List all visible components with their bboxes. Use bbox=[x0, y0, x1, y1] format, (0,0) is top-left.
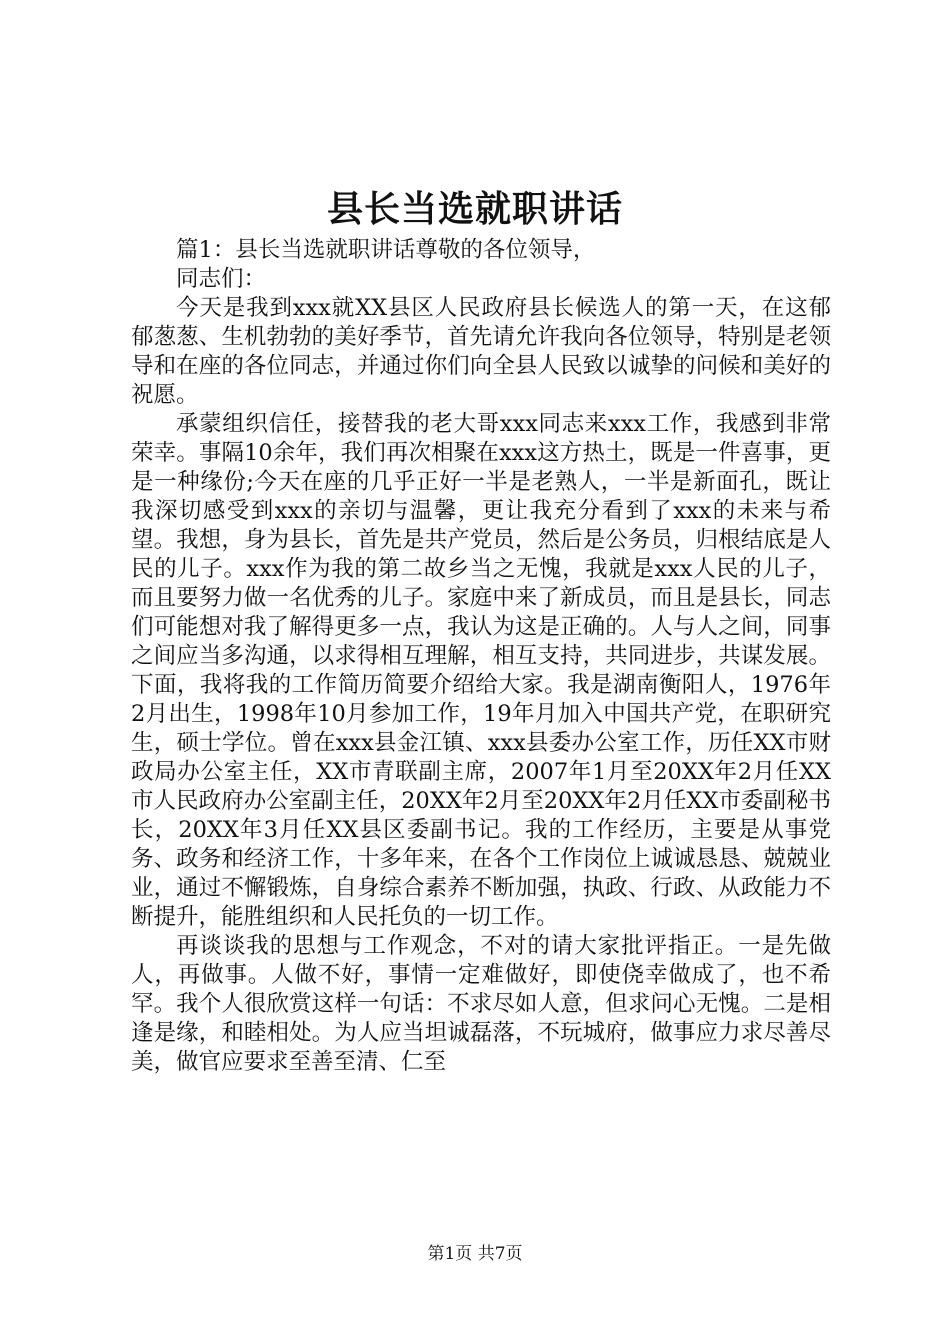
paragraph-5: 再谈谈我的思想与工作观念，不对的请大家批评指正。一是先做人，再做事。人做不好，事情一定难做好，即使侥幸做成了，也不希罕。我个人很欣赏这样一句话：不求尽如人意，但求问心无愧。二是相逢是缘，和睦相处。为人应当坦诚磊落，不玩城府，做事应力求尽善尽美，做官应要求至善至清、仁至 bbox=[131, 933, 831, 1075]
paragraph-1: 篇1：县长当选就职讲话尊敬的各位领导， bbox=[176, 237, 596, 263]
document-title: 县长当选就职讲话 bbox=[326, 188, 623, 230]
paragraph-4: 承蒙组织信任，接替我的老大哥xxx同志来xxx工作，我感到非常荣幸。事隔10余年，我们再次相聚在xxx这方热土，既是一件喜事，更是一种缘份;今天在座的几乎正好一半是老熟人，一半是新面孔，既让我深切感受到xxx的亲切与温馨，更让我充分看到了xxx的未来与希望。我想，身为县长，首先是共产党员，然后是公务员，归根结底是人民的儿子。xxx作为我的第二故乡当之无愧，我就是xxx人民的儿子，而且要努力做一名优秀的儿子。家庭中来了新成员，而且是县长，同志们可能想对我了解得更多一点，我认为这是正确的。人与人之间，同事之间应当多沟通，以求得相互理解，相互支持，共同进步，共谋发展。下面，我将我的工作简历简要介绍给大家。我是湖南衡阳人，1976年2月出生，1998年10月参加工作，19年月加入中国共产党，在职研究生，硕士学位。曾在xxx县金江镇、xxx县委办公室工作，历任XX市财政局办公室主任，XX市青联副主席，2007年1月至20XX年2月任XX市人民政府办公室副主任，20XX年2月至20XX年2月任XX市委副秘书长，20XX年3月任XX县区委副书记。我的工作经历，主要是从事党务、政务和经济工作，十多年来，在各个工作岗位上诚诚恳恳、兢兢业业，通过不懈锻炼，自身综合素养不断加强，执政、行政、从政能力不断提升，能胜组织和人民托负的一切工作。 bbox=[131, 411, 831, 930]
page-footer: 第1页 共7页 bbox=[427, 1244, 523, 1264]
paragraph-2: 同志们： bbox=[176, 266, 267, 292]
paragraph-3: 今天是我到xxx就XX县区人民政府县长候选人的第一天，在这郁郁葱葱、生机勃勃的美好季节，首先请允许我向各位领导，特别是老领导和在座的各位同志，并通过你们向全县人民致以诚挚的问候和美好的祝愿。 bbox=[131, 295, 831, 408]
document-body bbox=[131, 236, 831, 1077]
